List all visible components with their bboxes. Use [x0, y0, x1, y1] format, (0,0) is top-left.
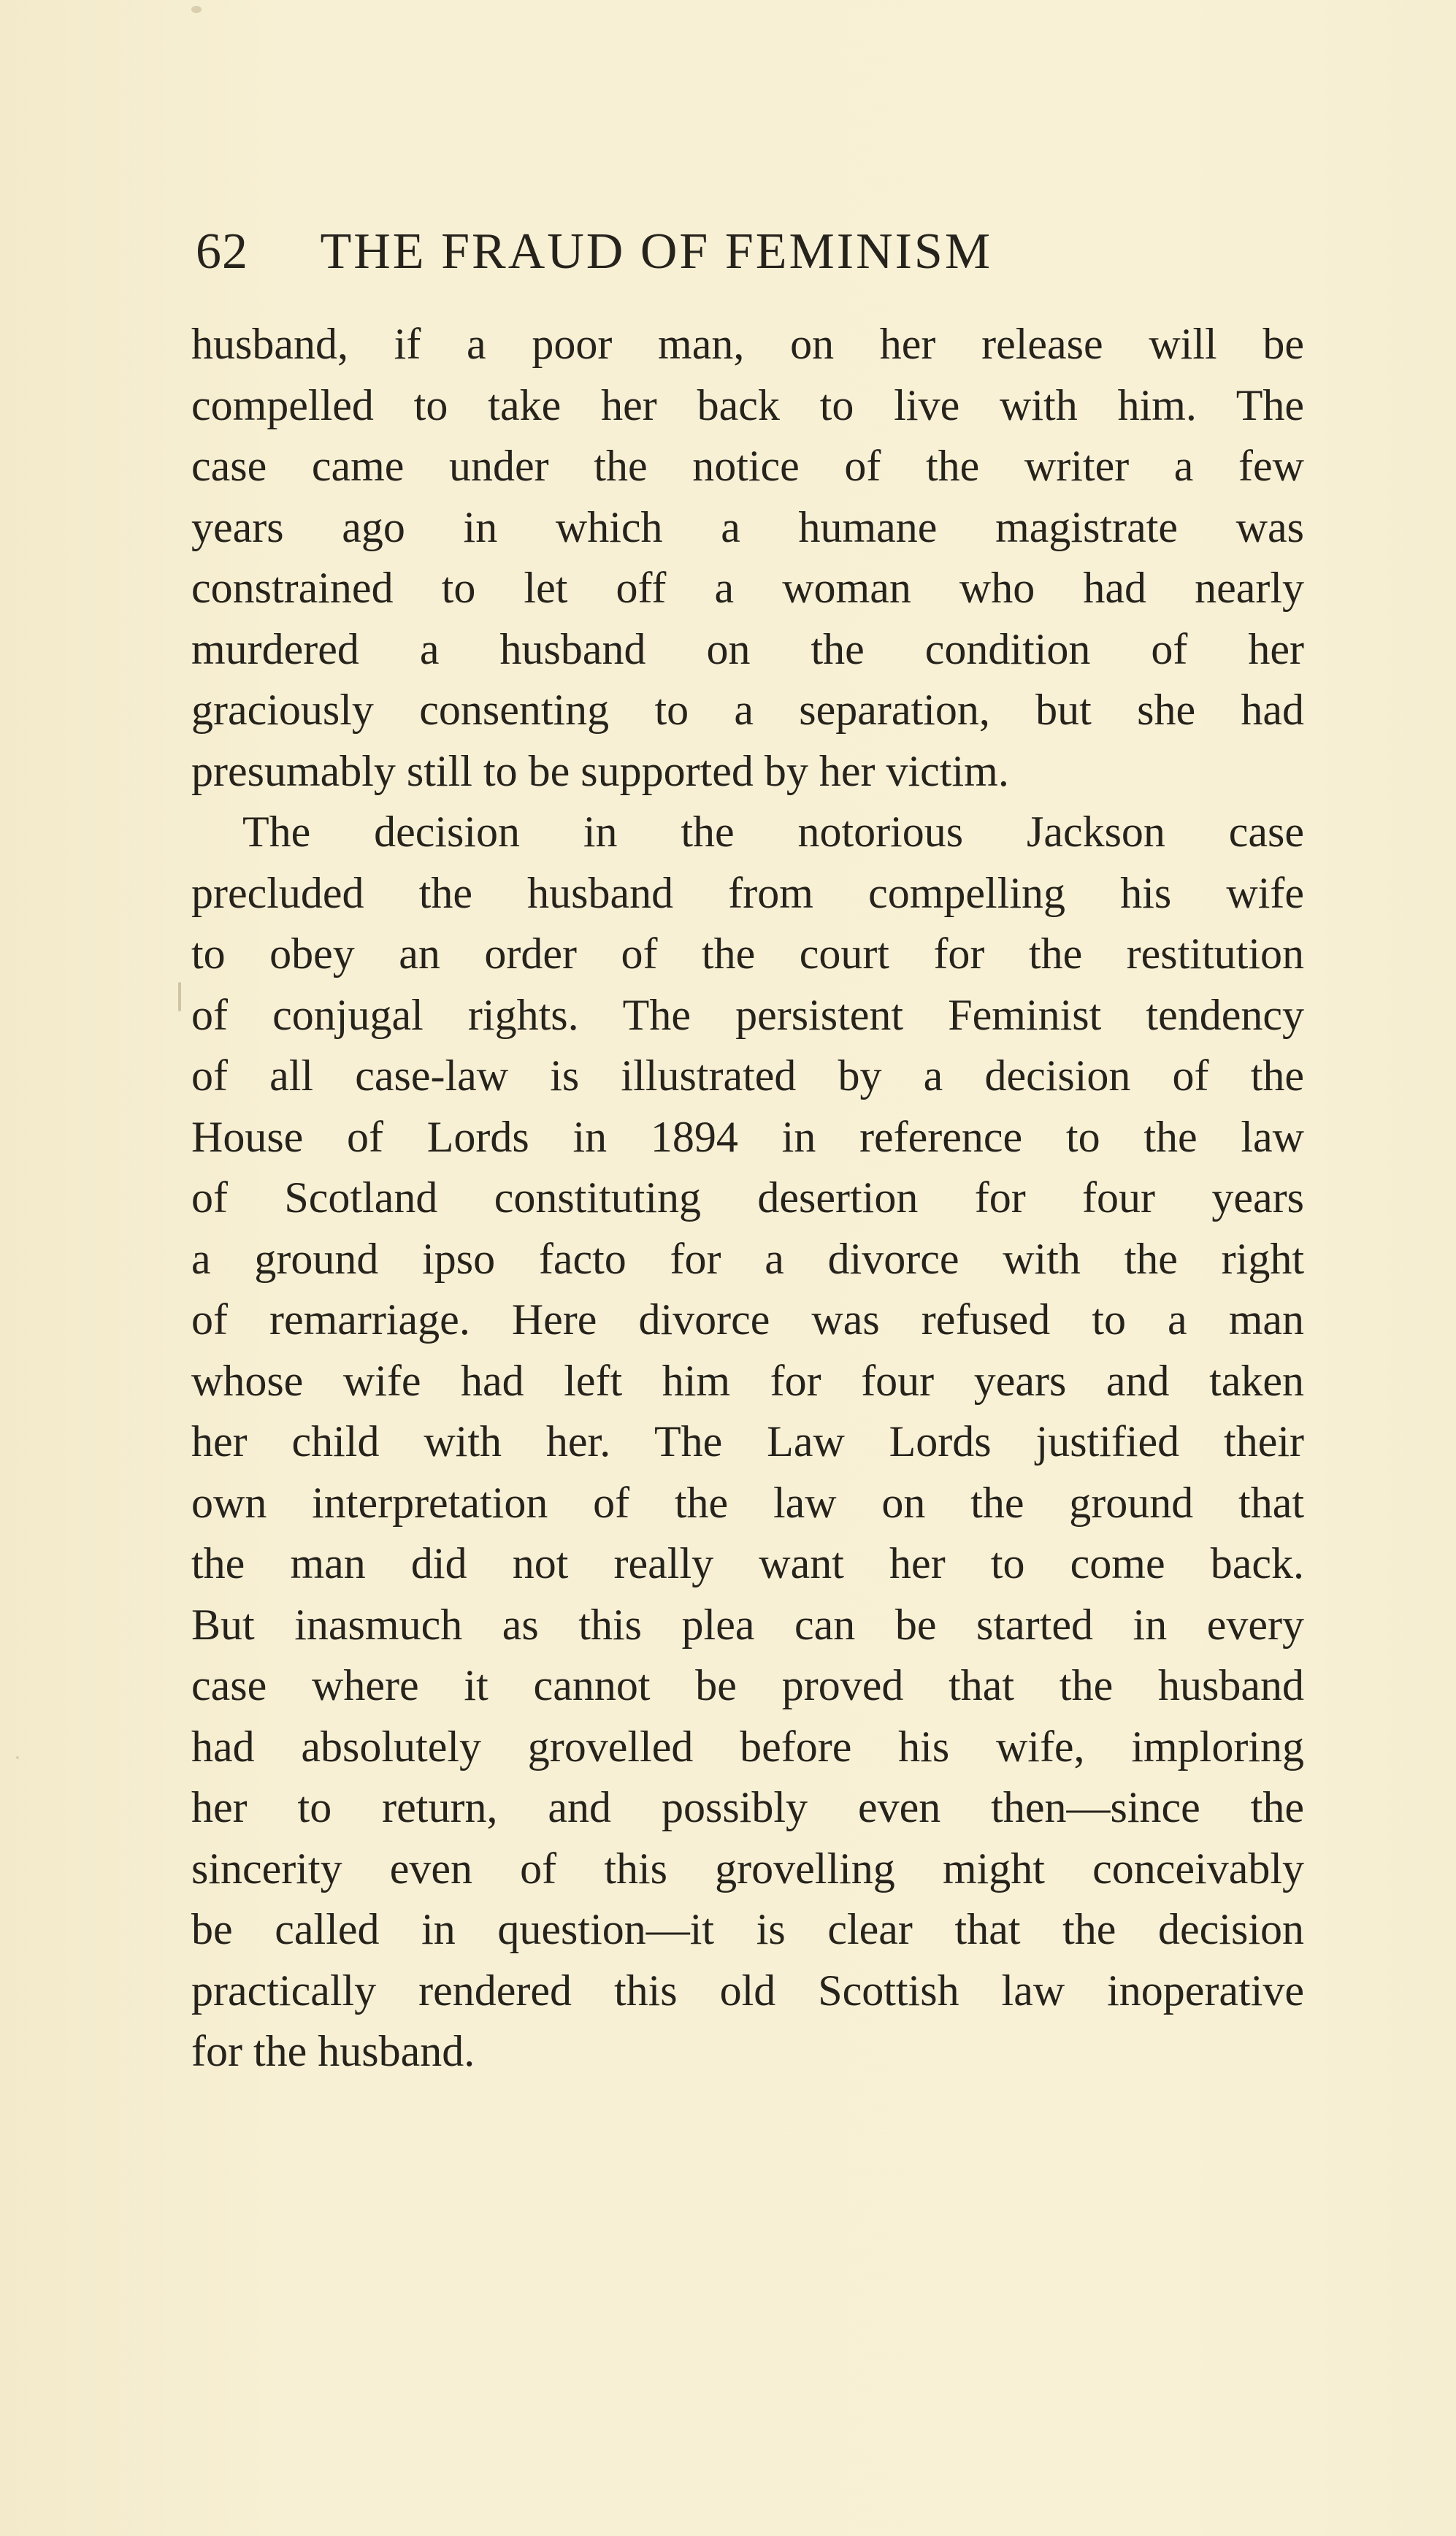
running-title: THE FRAUD OF FEMINISM — [320, 223, 993, 280]
body-text — [191, 314, 1304, 2083]
text-line: years ago in which a humane magistrate was — [191, 502, 1304, 551]
text-line: presumably still to be supported by her victim. — [191, 746, 1009, 795]
text-line: compelled to take her back to live with him. The — [191, 380, 1304, 429]
page-header — [196, 219, 1291, 285]
text-line: own interpretation of the law on the ground that — [191, 1478, 1304, 1527]
text-line: the man did not really want her to come back. — [191, 1539, 1304, 1587]
paragraph-1 — [191, 314, 1304, 802]
text-line: of conjugal rights. The persistent Feminist tendency — [191, 990, 1304, 1039]
text-line: practically rendered this old Scottish law inoperative — [191, 1966, 1304, 2015]
text-line: her to return, and possibly even then—since the — [191, 1783, 1304, 1831]
paragraph-2 — [191, 802, 1304, 2083]
paper-speck — [16, 1756, 19, 1759]
text-line: case came under the notice of the writer a few — [191, 442, 1304, 490]
text-line: of Scotland constituting desertion for four years — [191, 1173, 1304, 1222]
text-line: sincerity even of this grovelling might conceivably — [191, 1844, 1304, 1893]
text-line: for the husband. — [191, 2027, 475, 2075]
text-line: case where it cannot be proved that the husband — [191, 1661, 1304, 1709]
text-line: husband, if a poor man, on her release will be — [191, 320, 1304, 368]
text-line: had absolutely grovelled before his wife, imploring — [191, 1722, 1304, 1771]
text-line: to obey an order of the court for the restitution — [191, 930, 1304, 978]
text-line: The decision in the notorious Jackson case — [242, 808, 1304, 856]
paper-speck — [178, 982, 181, 1011]
text-line: be called in question—it is clear that the decision — [191, 1905, 1304, 1953]
text-line: whose wife had left him for four years and taken — [191, 1356, 1304, 1405]
text-line: constrained to let off a woman who had nearly — [191, 564, 1304, 612]
text-line: precluded the husband from compelling his wife — [191, 868, 1304, 917]
text-line: graciously consenting to a separation, but she had — [191, 686, 1304, 734]
text-line: a ground ipso facto for a divorce with the right — [191, 1234, 1304, 1283]
text-line: of remarriage. Here divorce was refused to a man — [191, 1295, 1304, 1344]
text-line: But inasmuch as this plea can be started in every — [191, 1600, 1304, 1649]
page-number: 62 — [196, 223, 248, 280]
paper-speck — [191, 6, 202, 13]
text-line: her child with her. The Law Lords justified their — [191, 1417, 1304, 1466]
text-line: murdered a husband on the condition of her — [191, 624, 1304, 673]
text-line: of all case-law is illustrated by a decision of the — [191, 1051, 1304, 1100]
text-line: House of Lords in 1894 in reference to the law — [191, 1112, 1304, 1161]
